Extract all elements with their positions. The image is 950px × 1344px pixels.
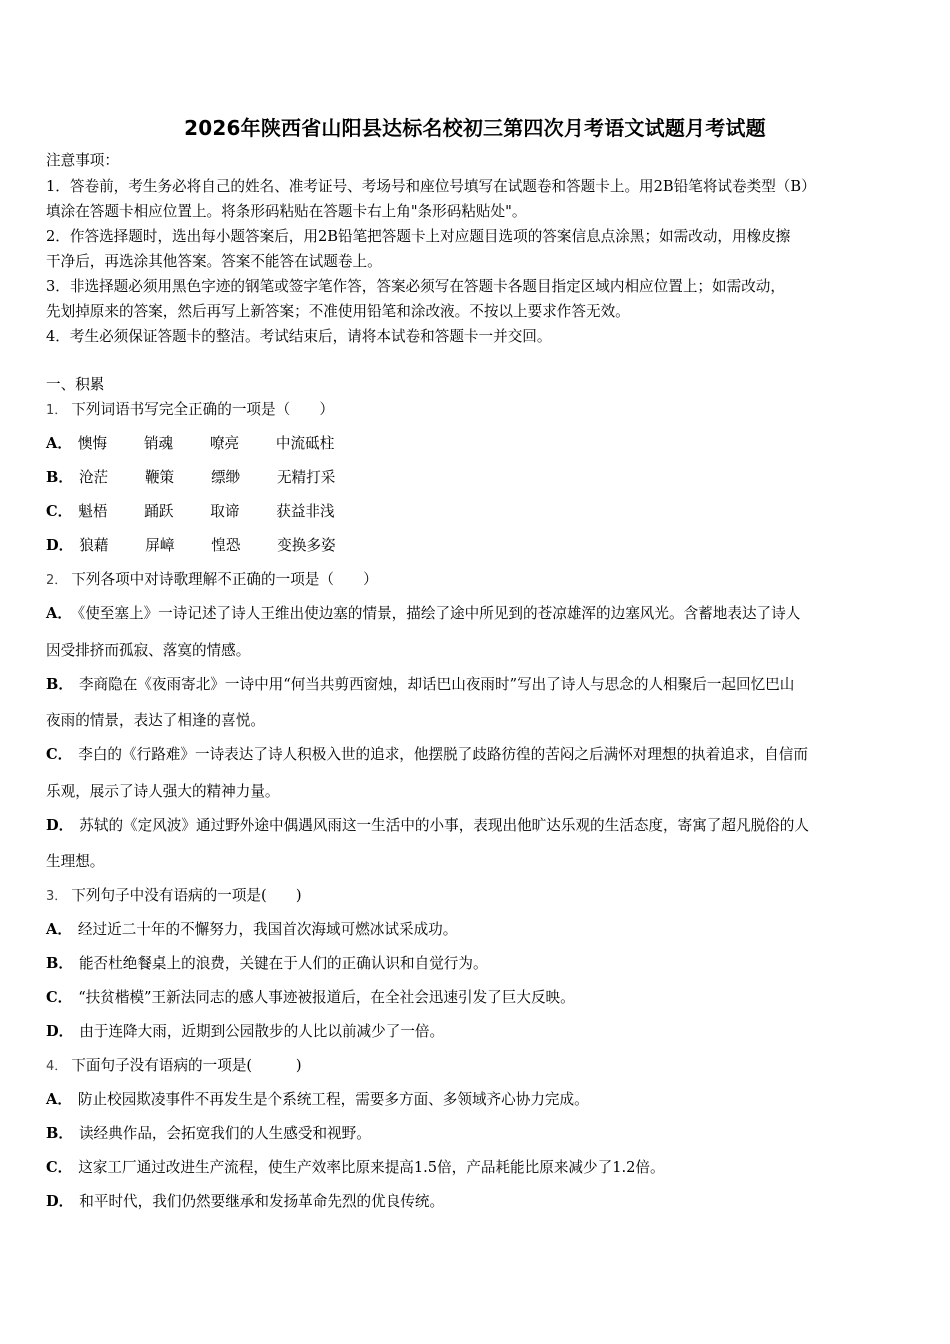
notice-line: 填涂在答题卡相应位置上。将条形码粘贴在答题卡右上角"条形码粘贴处"。 xyxy=(46,203,527,220)
question-3-option-a xyxy=(46,920,916,940)
option-label: C． xyxy=(46,503,73,520)
notice-heading: 注意事项： xyxy=(46,152,119,169)
option-word: 获益非浅 xyxy=(276,503,335,520)
question-stem: 下列句子中没有语病的一项是( ) xyxy=(71,887,302,904)
option-word: 鞭策 xyxy=(144,469,175,486)
notice-line: 1．答卷前，考生务必将自己的姓名、准考证号、考场号和座位号填写在试题卷和答题卡上。用2B铅笔将试卷类型（B） xyxy=(46,178,816,195)
option-label: C． xyxy=(46,1159,73,1176)
option-label: D． xyxy=(46,537,74,554)
question-stem: 下面句子没有语病的一项是( ) xyxy=(71,1057,302,1074)
question-stem: 下列各项中对诗歌理解不正确的一项是（ ） xyxy=(71,571,378,588)
option-text: 这家工厂通过改进生产流程，使生产效率比原来提高1.5倍，产品耗能比原来减少了1.2倍。 xyxy=(78,1159,665,1176)
option-word: 中流砥柱 xyxy=(275,435,335,452)
option-label: B． xyxy=(46,955,73,972)
question-2-option-a xyxy=(46,604,916,624)
question-2-stem xyxy=(46,570,916,591)
question-stem: 下列词语书写完全正确的一项是（ ） xyxy=(71,401,334,418)
option-word: 变换多姿 xyxy=(277,537,336,554)
notice-line: 3．非选择题必须用黑色字迹的钢笔或签字笔作答，答案必须写在答题卡各题目指定区域内相应位置上；如需改动， xyxy=(46,278,785,295)
option-word: 沧茫 xyxy=(78,469,109,486)
option-label: D． xyxy=(46,817,74,834)
option-text: 《使至塞上》一诗记述了诗人王维出使边塞的情景，描绘了途中所见到的苍凉雄浑的边塞风光。含蓄地表达了诗人 xyxy=(77,605,801,622)
option-text: 李白的《行路难》一诗表达了诗人积极入世的追求，他摆脱了歧路彷徨的苦闷之后满怀对理想的执着追求，自信而 xyxy=(78,746,808,763)
option-label: D． xyxy=(46,1023,74,1040)
option-word: 懊悔 xyxy=(77,435,108,452)
question-1-option-a xyxy=(46,434,916,454)
option-label: B． xyxy=(46,1125,73,1142)
question-4-option-c xyxy=(46,1158,916,1178)
option-text: 能否杜绝餐桌上的浪费，关键在于人们的正确认识和自觉行为。 xyxy=(78,955,488,972)
option-word: 销魂 xyxy=(143,435,174,452)
option-label: D． xyxy=(46,1193,74,1210)
option-word: 无精打采 xyxy=(276,469,336,486)
option-word: 缥缈 xyxy=(210,469,241,486)
question-4-option-d xyxy=(46,1192,916,1212)
option-text: 经过近二十年的不懈努力，我国首次海域可燃冰试采成功。 xyxy=(77,921,458,938)
question-number: 1． xyxy=(46,403,68,418)
notice-line: 先划掉原来的答案，然后再写上新答案；不准使用铅笔和涂改液。不按以上要求作答无效。 xyxy=(46,303,630,320)
option-text: “扶贫楷模”王新法同志的感人事迹被报道后，在全社会迅速引发了巨大反映。 xyxy=(78,989,575,1006)
option-label: B． xyxy=(46,469,73,486)
question-2-option-d-cont: 生理想。 xyxy=(46,853,105,870)
option-word: 魁梧 xyxy=(78,503,108,520)
question-number: 2． xyxy=(46,573,68,588)
page-title: 2026年陕西省山阳县达标名校初三第四次月考语文试题月考试题 xyxy=(184,116,766,140)
option-word: 惶恐 xyxy=(211,537,241,554)
question-1-option-c xyxy=(46,502,916,522)
option-label: C． xyxy=(46,989,73,1006)
question-4-option-a xyxy=(46,1090,916,1110)
section-heading: 一、积累 xyxy=(46,376,105,393)
question-4-stem xyxy=(46,1056,916,1077)
notice-line: 干净后，再选涂其他答案。答案不能答在试题卷上。 xyxy=(46,253,382,270)
option-word: 屏嶂 xyxy=(145,537,175,554)
question-3-option-c xyxy=(46,988,916,1008)
option-label: A． xyxy=(46,605,72,622)
option-label: A． xyxy=(46,1091,72,1108)
option-text: 李商隐在《夜雨寄北》一诗中用“何当共剪西窗烛，却话巴山夜雨时”写出了诗人与思念的人相聚后一起回忆巴山 xyxy=(78,676,795,693)
option-text: 防止校园欺凌事件不再发生是个系统工程，需要多方面、多领域齐心协力完成。 xyxy=(77,1091,589,1108)
option-text: 读经典作品，会拓宽我们的人生感受和视野。 xyxy=(78,1125,371,1142)
question-1-option-d xyxy=(46,536,916,556)
option-label: B． xyxy=(46,676,73,693)
question-1-stem xyxy=(46,400,916,421)
option-text: 由于连降大雨，近期到公园散步的人比以前减少了一倍。 xyxy=(79,1023,445,1040)
question-2-option-d xyxy=(46,816,916,836)
question-1-option-b xyxy=(46,468,916,488)
option-text: 和平时代，我们仍然要继承和发扬革命先烈的优良传统。 xyxy=(79,1193,445,1210)
question-3-option-b xyxy=(46,954,916,974)
option-text: 苏轼的《定风波》通过野外途中偶遇风雨这一生活中的小事，表现出他旷达乐观的生活态度，寄寓了超凡脱俗的人 xyxy=(79,817,809,834)
question-3-stem xyxy=(46,886,916,907)
question-3-option-d xyxy=(46,1022,916,1042)
question-2-option-b xyxy=(46,675,916,695)
option-label: C． xyxy=(46,746,73,763)
notice-line: 2．作答选择题时，选出每小题答案后，用2B铅笔把答题卡上对应题目选项的答案信息点涂黑；如需改动，用橡皮擦 xyxy=(46,228,791,245)
question-number: 4． xyxy=(46,1059,68,1074)
question-4-option-b xyxy=(46,1124,916,1144)
notice-line: 4．考生必须保证答题卡的整洁。考试结束后，请将本试卷和答题卡一并交回。 xyxy=(46,328,552,345)
option-word: 取谛 xyxy=(210,503,240,520)
option-word: 踊跃 xyxy=(144,503,174,520)
question-number: 3． xyxy=(46,889,68,904)
question-2-option-b-cont: 夜雨的情景，表达了相逢的喜悦。 xyxy=(46,712,265,729)
option-label: A． xyxy=(46,435,72,452)
option-word: 狼藉 xyxy=(79,537,109,554)
option-label: A． xyxy=(46,921,72,938)
question-2-option-c xyxy=(46,745,916,765)
question-2-option-c-cont: 乐观，展示了诗人强大的精神力量。 xyxy=(46,783,280,800)
option-word: 嘹亮 xyxy=(209,435,240,452)
question-2-option-a-cont: 因受排挤而孤寂、落寞的情感。 xyxy=(46,642,251,659)
